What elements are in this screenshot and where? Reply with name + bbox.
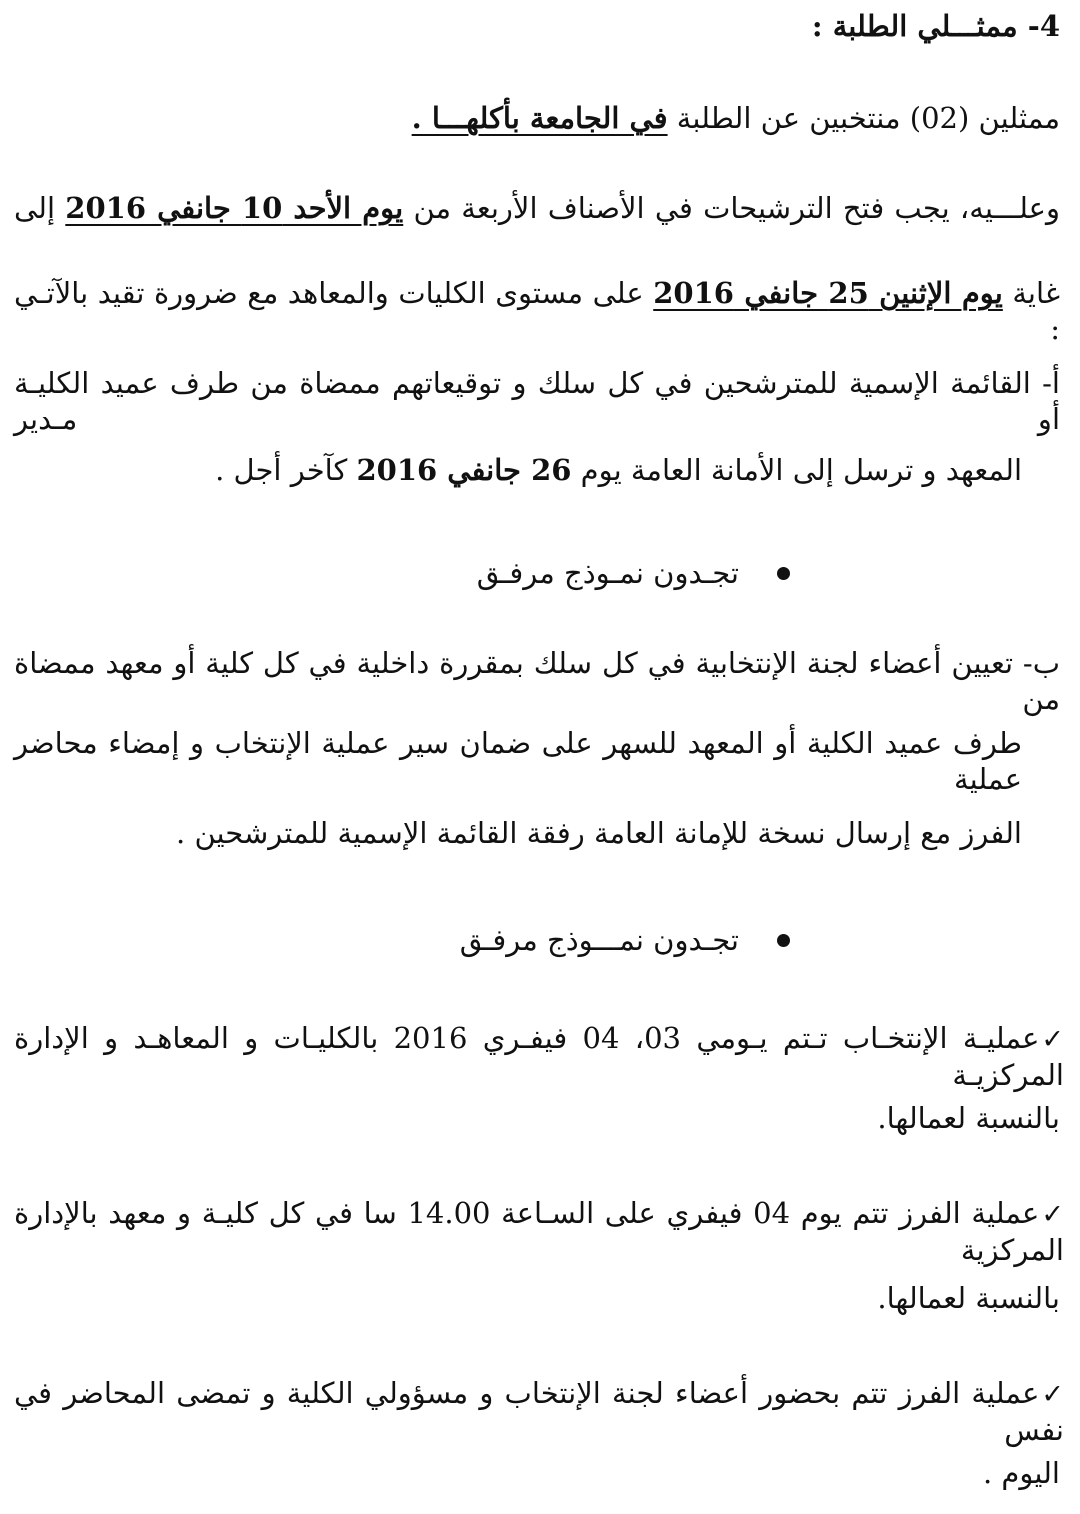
check-item-3-line-2: اليوم . (982, 1456, 1060, 1490)
checkmark-icon: ✓ (1041, 1379, 1064, 1410)
item-a-line-1: أ- القائمة الإسمية للمترشحين في كل سلك و توقيعاتهم ممضاة من طرف عميد الكليـة أو مـدير (14, 366, 1060, 437)
end-date: يوم الإثنين 25 جانفي 2016 (653, 276, 1003, 310)
section-heading: 4- ممثـــلي الطلبة : (811, 9, 1060, 43)
bullet-model-1: تجـدون نمـوذج مرفـق (477, 555, 790, 591)
paragraph-line-1: وعلـــيه، يجب فتح الترشيحات في الأصناف الأربعة من يوم الأحد 10 جانفي 2016 إلى (14, 191, 1060, 225)
item-b-line-3: الفرز مع إرسال نسخة للإمانة العامة رفقة القائمة الإسمية للمترشحين . (176, 816, 1022, 850)
item-a-line-2: المعهد و ترسل إلى الأمانة العامة يوم 26 جانفي 2016 كآخر أجل . (215, 453, 1022, 487)
intro-emphasis: في الجامعة بأكلهـــا . (411, 101, 668, 135)
item-b-line-1: ب- تعيين أعضاء لجنة الإنتخابية في كل سلك بمقررة داخلية في كل كلية أو معهد ممضاة من (14, 646, 1060, 717)
bullet-dot-icon (777, 567, 790, 580)
check-item-2: ✓عملية الفرز تتم يوم 04 فيفري على السـاعة 14.00 سا في كل كليـة و معهد بالإدارة المركزية (14, 1196, 1064, 1267)
item-b-line-2: طرف عميد الكلية أو المعهد للسهر على ضمان سير عملية الإنتخاب و إمضاء محاضر عملية (14, 726, 1022, 797)
start-date: يوم الأحد 10 جانفي 2016 (65, 191, 404, 225)
intro-line (14, 100, 1060, 136)
check-item-1: ✓عمليـة الإنتخـاب تـتم يـومي 03، 04 فيفـري 2016 بالكليـات و المعاهـد و الإدارة المركزيـة (14, 1021, 1065, 1092)
check-item-2-line-2: بالنسبة لعمالها. (877, 1281, 1060, 1315)
bullet-model-2: تجـدون نمـــوذج مرفـق (460, 922, 790, 958)
intro-text: ممثلين (02) منتخبين عن الطلبة (667, 101, 1060, 135)
check-item-1-line-2: بالنسبة لعمالها. (877, 1101, 1060, 1135)
check-item-3: ✓عملية الفرز تتم بحضور أعضاء لجنة الإنتخاب و مسؤولي الكلية و تمضى المحاضر في نفس (14, 1376, 1064, 1447)
checkmark-icon: ✓ (1041, 1024, 1065, 1055)
deadline-date: 26 جانفي 2016 (356, 453, 572, 487)
checkmark-icon: ✓ (1041, 1199, 1064, 1230)
paragraph-line-2: غاية يوم الإثنين 25 جانفي 2016 على مستوى الكليات والمعاهد مع ضرورة تقيد بالآتـي : (14, 276, 1060, 347)
bullet-dot-icon (777, 934, 790, 947)
